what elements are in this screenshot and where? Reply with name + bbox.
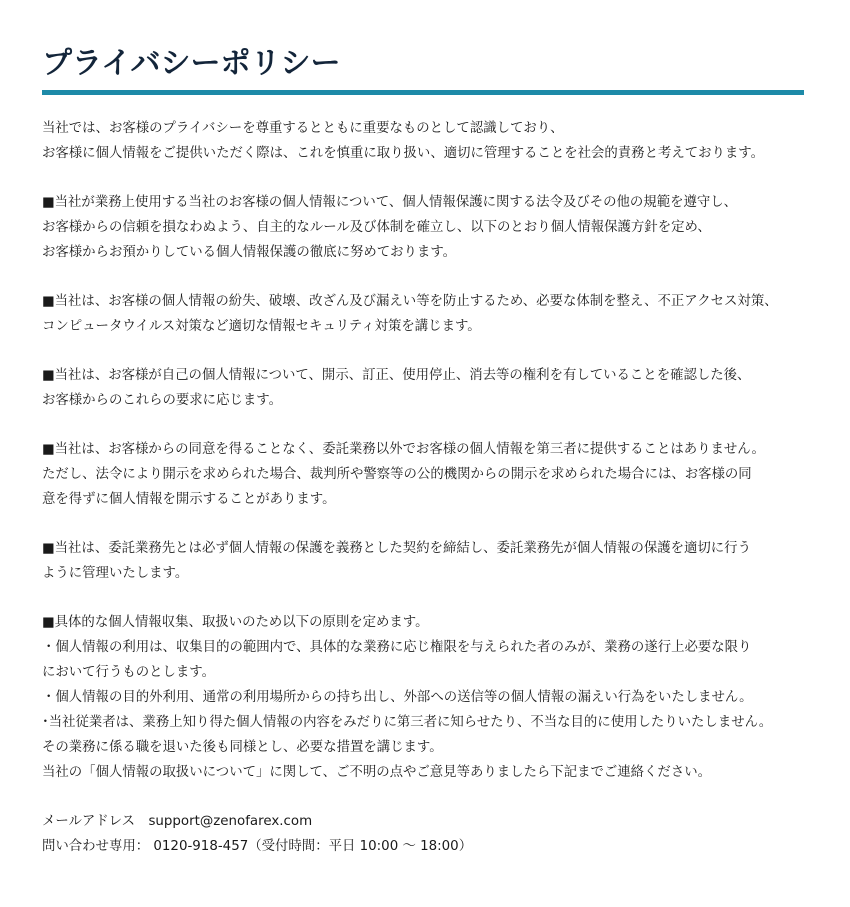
policy-paragraph-contractors bbox=[42, 536, 812, 586]
policy-paragraph-third-party bbox=[42, 437, 812, 512]
policy-line: ･当社従業者は、業務上知り得た個人情報の内容をみだりに第三者に知らせたり、不当な目的に使用したりいたしません。 bbox=[42, 715, 773, 730]
policy-line: ただし、法令により開示を求められた場合、裁判所や警察等の公的機関からの開示を求められた場合には、お客様の同 bbox=[42, 467, 752, 482]
policy-line: ・個人情報の目的外利用、通常の利用場所からの持ち出し、外部への送信等の個人情報の漏えい行為をいたしません。 bbox=[42, 690, 753, 705]
policy-line: お客様からお預かりしている個人情報保護の徹底に努めております。 bbox=[42, 245, 457, 260]
policy-line: ■具体的な個人情報収集、取扱いのため以下の原則を定めます。 bbox=[42, 615, 429, 630]
policy-line: 意を得ずに個人情報を開示することがあります。 bbox=[42, 492, 336, 507]
policy-line: ・個人情報の利用は、収集目的の範囲内で、具体的な業務に応じ権限を与えられた者のみが、業務の遂行上必要な限り bbox=[42, 640, 752, 655]
policy-paragraph-intro bbox=[42, 116, 812, 166]
policy-paragraph-disclosure-rights bbox=[42, 363, 812, 413]
policy-line: ■当社は、委託業務先とは必ず個人情報の保護を義務とした契約を締結し、委託業務先が個人情報の保護を適切に行う bbox=[42, 541, 751, 556]
policy-line: その業務に係る職を退いた後も同様とし、必要な措置を講じます。 bbox=[42, 740, 443, 755]
contact-phone[interactable]: 問い合わせ専用： 0120-918-457（受付時間：平日 10:00 ～ 18:00） bbox=[42, 839, 473, 854]
policy-line: お客様からの信頼を損なわぬよう、自主的なルール及び体制を確立し、以下のとおり個人情報保護方針を定め、 bbox=[42, 220, 711, 235]
policy-line: コンピュータウイルス対策など適切な情報セキュリティ対策を講じます。 bbox=[42, 319, 481, 334]
policy-line: ■当社が業務上使用する当社のお客様の個人情報について、個人情報保護に関する法令及びその他の規範を遵守し、 bbox=[42, 195, 738, 210]
policy-content bbox=[42, 116, 812, 883]
policy-line: ■当社は、お客様が自己の個人情報について、開示、訂正、使用停止、消去等の権利を有していることを確認した後、 bbox=[42, 368, 751, 383]
policy-paragraph-security bbox=[42, 289, 812, 339]
page-title: プライバシーポリシー bbox=[42, 46, 341, 81]
contact-info bbox=[42, 809, 812, 859]
policy-paragraph-compliance bbox=[42, 190, 812, 265]
policy-line: ように管理いたします。 bbox=[42, 566, 189, 581]
policy-line: お客様からのこれらの要求に応じます。 bbox=[42, 393, 282, 408]
contact-email[interactable]: メールアドレス support@zenofarex.com bbox=[42, 814, 313, 829]
policy-line: 当社の「個人情報の取扱いについて」に関して、ご不明の点やご意見等ありましたら下記までご連絡ください。 bbox=[42, 765, 711, 780]
policy-line: 当社では、お客様のプライバシーを尊重するとともに重要なものとして認識しており、 bbox=[42, 121, 564, 136]
policy-line: ■当社は、お客様の個人情報の紛失、破壊、改ざん及び漏えい等を防止するため、必要な体制を整え、不正アクセス対策、 bbox=[42, 294, 778, 309]
title-underline-divider bbox=[42, 90, 804, 95]
policy-line: において行うものとします。 bbox=[42, 665, 216, 680]
policy-line: ■当社は、お客様からの同意を得ることなく、委託業務以外でお客様の個人情報を第三者に提供することはありません。 bbox=[42, 442, 765, 457]
policy-line: お客様に個人情報をご提供いただく際は、これを慎重に取り扱い、適切に管理することを社会的責務と考えております。 bbox=[42, 146, 765, 161]
policy-paragraph-principles bbox=[42, 610, 812, 785]
